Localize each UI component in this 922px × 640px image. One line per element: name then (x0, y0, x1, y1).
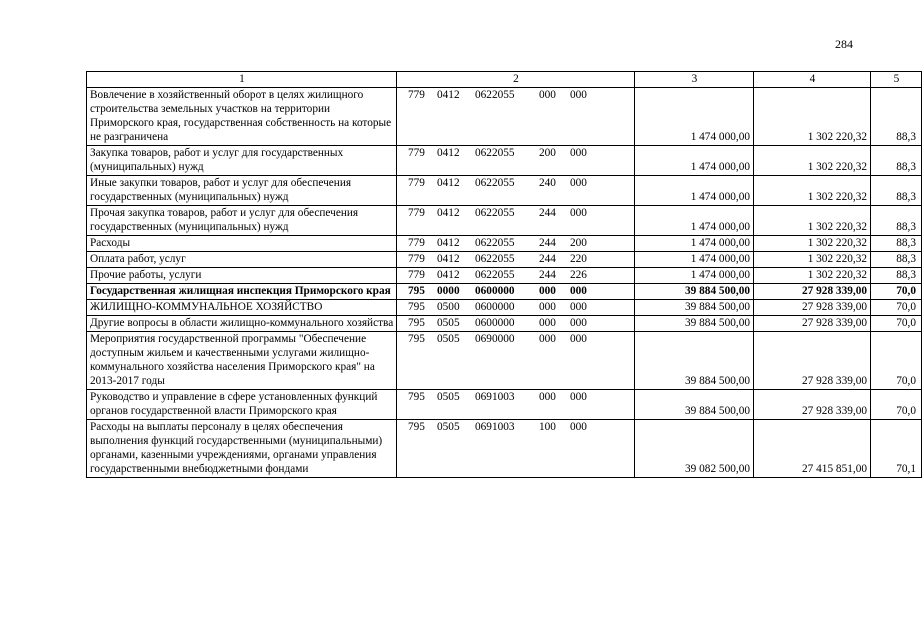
planned-amount: 39 884 500,00 (635, 390, 754, 420)
code-section: 0412 (437, 237, 460, 249)
code-expense-type: 240 (539, 177, 556, 189)
planned-amount: 1 474 000,00 (635, 252, 754, 268)
code-expense-type: 100 (539, 421, 556, 433)
code-ministry: 795 (408, 421, 425, 433)
actual-amount: 1 302 220,32 (754, 88, 871, 146)
code-section: 0412 (437, 147, 460, 159)
code-expense-type: 244 (539, 269, 556, 281)
budget-codes (397, 332, 635, 390)
actual-amount: 1 302 220,32 (754, 252, 871, 268)
code-kosgu: 200 (570, 237, 587, 249)
code-expense-type: 244 (539, 207, 556, 219)
budget-codes (397, 268, 635, 284)
row-name: Прочие работы, услуги (87, 268, 397, 284)
table-row (87, 206, 922, 236)
table-row (87, 252, 922, 268)
execution-percent: 88,3 (871, 206, 922, 236)
budget-codes (397, 316, 635, 332)
budget-table (86, 71, 922, 478)
row-name: Расходы (87, 236, 397, 252)
code-expense-type: 244 (539, 253, 556, 265)
budget-codes (397, 284, 635, 300)
actual-amount: 27 928 339,00 (754, 300, 871, 316)
row-name: Иные закупки товаров, работ и услуг для обеспечения государственных (муниципальных) нужд (87, 176, 397, 206)
table-row (87, 300, 922, 316)
code-ministry: 795 (408, 301, 425, 313)
code-expense-type: 200 (539, 147, 556, 159)
actual-amount: 1 302 220,32 (754, 146, 871, 176)
planned-amount: 39 082 500,00 (635, 420, 754, 478)
code-section: 0500 (437, 301, 460, 313)
header-cell: 3 (635, 72, 754, 88)
code-kosgu: 000 (570, 421, 587, 433)
code-ministry: 779 (408, 269, 425, 281)
row-name: Оплата работ, услуг (87, 252, 397, 268)
actual-amount: 27 928 339,00 (754, 316, 871, 332)
code-kosgu: 000 (570, 333, 587, 345)
code-target: 0622055 (475, 147, 515, 159)
planned-amount: 1 474 000,00 (635, 236, 754, 252)
code-expense-type: 000 (539, 317, 556, 329)
planned-amount: 1 474 000,00 (635, 176, 754, 206)
row-name: Мероприятия государственной программы "Обеспечение доступным жильем и качественными услугами жилищно-коммунального хозяйства населения Приморского края" на 2013-2017 годы (87, 332, 397, 390)
code-kosgu: 000 (570, 391, 587, 403)
actual-amount: 27 928 339,00 (754, 390, 871, 420)
budget-codes (397, 390, 635, 420)
header-row (87, 72, 922, 88)
row-name: Прочая закупка товаров, работ и услуг для обеспечения государственных (муниципальных) нужд (87, 206, 397, 236)
planned-amount: 1 474 000,00 (635, 268, 754, 284)
table-row (87, 420, 922, 478)
page-number: 284 (835, 37, 853, 51)
code-expense-type: 000 (539, 333, 556, 345)
code-section: 0412 (437, 89, 460, 101)
code-ministry: 795 (408, 285, 425, 297)
budget-codes (397, 206, 635, 236)
execution-percent: 70,0 (871, 300, 922, 316)
code-target: 0691003 (475, 421, 515, 433)
budget-codes (397, 176, 635, 206)
execution-percent: 70,0 (871, 332, 922, 390)
execution-percent: 88,3 (871, 268, 922, 284)
code-section: 0412 (437, 269, 460, 281)
actual-amount: 27 928 339,00 (754, 332, 871, 390)
code-kosgu: 000 (570, 317, 587, 329)
code-kosgu: 220 (570, 253, 587, 265)
code-expense-type: 000 (539, 285, 556, 297)
table-row (87, 284, 922, 300)
code-section: 0412 (437, 253, 460, 265)
execution-percent: 70,0 (871, 390, 922, 420)
table-row (87, 146, 922, 176)
header-cell: 4 (754, 72, 871, 88)
code-ministry: 779 (408, 177, 425, 189)
code-expense-type: 000 (539, 391, 556, 403)
table-row (87, 176, 922, 206)
budget-codes (397, 146, 635, 176)
table-row (87, 390, 922, 420)
actual-amount: 27 415 851,00 (754, 420, 871, 478)
code-target: 0600000 (475, 301, 515, 313)
code-target: 0622055 (475, 207, 515, 219)
actual-amount: 1 302 220,32 (754, 206, 871, 236)
actual-amount: 1 302 220,32 (754, 176, 871, 206)
row-name: Другие вопросы в области жилищно-коммунального хозяйства (87, 316, 397, 332)
code-ministry: 795 (408, 391, 425, 403)
code-section: 0412 (437, 177, 460, 189)
code-expense-type: 244 (539, 237, 556, 249)
planned-amount: 39 884 500,00 (635, 300, 754, 316)
planned-amount: 1 474 000,00 (635, 88, 754, 146)
code-target: 0622055 (475, 89, 515, 101)
row-name: Вовлечение в хозяйственный оборот в целях жилищного строительства земельных участков на территории Приморского края, государственная собственность на которые не разграничена (87, 88, 397, 146)
actual-amount: 1 302 220,32 (754, 236, 871, 252)
budget-codes (397, 88, 635, 146)
header-cell: 1 (87, 72, 397, 88)
code-ministry: 779 (408, 207, 425, 219)
code-ministry: 795 (408, 333, 425, 345)
header-cell: 5 (871, 72, 922, 88)
row-name: Государственная жилищная инспекция Приморского края (87, 284, 397, 300)
code-kosgu: 000 (570, 285, 587, 297)
code-section: 0505 (437, 317, 460, 329)
code-section: 0505 (437, 333, 460, 345)
table-row (87, 236, 922, 252)
row-name: Закупка товаров, работ и услуг для государственных (муниципальных) нужд (87, 146, 397, 176)
table-row (87, 332, 922, 390)
budget-codes (397, 252, 635, 268)
row-name: Расходы на выплаты персоналу в целях обеспечения выполнения функций государственными (муниципальными) органами, казенными учреждениями, органами управления государственными внебюджетными фондами (87, 420, 397, 478)
code-kosgu: 000 (570, 301, 587, 313)
execution-percent: 88,3 (871, 252, 922, 268)
execution-percent: 70,1 (871, 420, 922, 478)
code-expense-type: 000 (539, 301, 556, 313)
code-target: 0622055 (475, 253, 515, 265)
planned-amount: 1 474 000,00 (635, 206, 754, 236)
row-name: Руководство и управление в сфере установленных функций органов государственной власти Приморского края (87, 390, 397, 420)
code-kosgu: 000 (570, 89, 587, 101)
code-target: 0622055 (475, 269, 515, 281)
budget-codes (397, 300, 635, 316)
code-section: 0505 (437, 421, 460, 433)
code-ministry: 779 (408, 237, 425, 249)
table-row (87, 268, 922, 284)
code-expense-type: 000 (539, 89, 556, 101)
table-row (87, 88, 922, 146)
execution-percent: 88,3 (871, 236, 922, 252)
code-target: 0622055 (475, 237, 515, 249)
code-ministry: 779 (408, 89, 425, 101)
execution-percent: 70,0 (871, 316, 922, 332)
header-cell: 2 (397, 72, 635, 88)
code-target: 0622055 (475, 177, 515, 189)
code-section: 0000 (437, 285, 460, 297)
code-ministry: 779 (408, 253, 425, 265)
budget-codes (397, 420, 635, 478)
code-target: 0690000 (475, 333, 515, 345)
code-section: 0412 (437, 207, 460, 219)
planned-amount: 1 474 000,00 (635, 146, 754, 176)
code-kosgu: 000 (570, 177, 587, 189)
actual-amount: 27 928 339,00 (754, 284, 871, 300)
code-ministry: 795 (408, 317, 425, 329)
execution-percent: 88,3 (871, 146, 922, 176)
planned-amount: 39 884 500,00 (635, 316, 754, 332)
code-target: 0691003 (475, 391, 515, 403)
execution-percent: 70,0 (871, 284, 922, 300)
code-kosgu: 226 (570, 269, 587, 281)
planned-amount: 39 884 500,00 (635, 284, 754, 300)
code-target: 0600000 (475, 317, 515, 329)
table-row (87, 316, 922, 332)
code-target: 0600000 (475, 285, 515, 297)
code-kosgu: 000 (570, 147, 587, 159)
budget-codes (397, 236, 635, 252)
actual-amount: 1 302 220,32 (754, 268, 871, 284)
code-ministry: 779 (408, 147, 425, 159)
code-kosgu: 000 (570, 207, 587, 219)
code-section: 0505 (437, 391, 460, 403)
row-name: ЖИЛИЩНО-КОММУНАЛЬНОЕ ХОЗЯЙСТВО (87, 300, 397, 316)
planned-amount: 39 884 500,00 (635, 332, 754, 390)
execution-percent: 88,3 (871, 88, 922, 146)
execution-percent: 88,3 (871, 176, 922, 206)
